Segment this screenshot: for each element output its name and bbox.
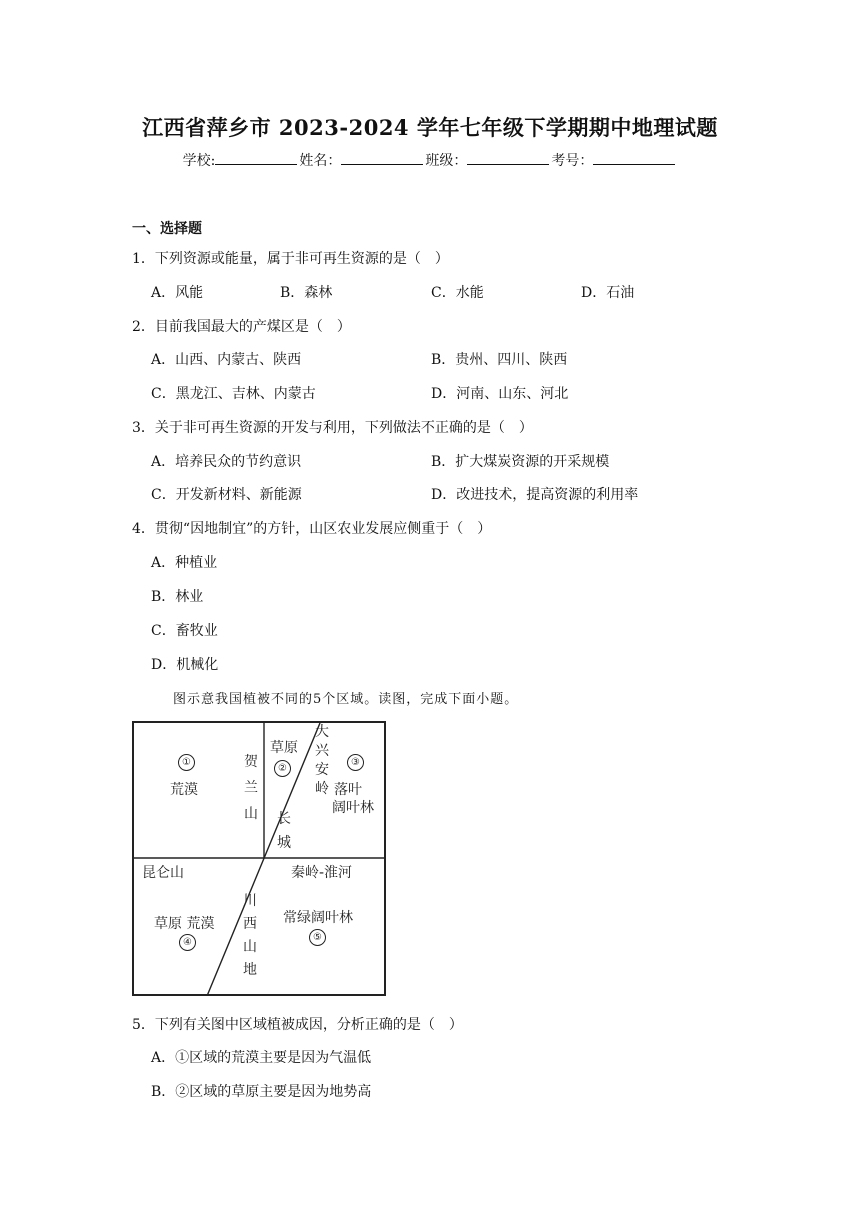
q1-option-c: C．水能	[431, 285, 484, 301]
question-5: 5．下列有关图中区域植被成因，分析正确的是（ ）	[132, 1017, 463, 1033]
region-2-number: ②	[274, 760, 291, 777]
class-blank[interactable]	[467, 150, 549, 165]
region-4-label: 草原 荒漠	[154, 916, 215, 932]
question-1: 1．下列资源或能量，属于非可再生资源的是（ ）	[132, 251, 449, 267]
name-blank[interactable]	[341, 150, 423, 165]
number-label: 考号：	[551, 153, 594, 169]
student-info-line	[0, 150, 860, 170]
q1-option-d: D．石油	[581, 285, 635, 301]
region-1-label: 荒漠	[170, 782, 198, 798]
number-blank[interactable]	[593, 150, 675, 165]
question-4: 4．贯彻“因地制宜”的方针，山区农业发展应侧重于（ ）	[132, 521, 492, 537]
great-wall-label: 长 城	[277, 811, 291, 851]
q4-option-b: B．林业	[151, 589, 204, 605]
question-2: 2．目前我国最大的产煤区是（ ）	[132, 319, 351, 335]
section-heading: 一、选择题	[132, 221, 202, 237]
region-3-label-line2: 阔叶林	[332, 800, 374, 816]
daxinganling-label: 大 兴 安 岭	[315, 724, 329, 797]
region-3-number: ③	[347, 754, 364, 771]
q3-option-c: C．开发新材料、新能源	[151, 487, 302, 503]
page-title: 江西省萍乡市 2023-2024 学年七年级下学期期中地理试题	[142, 115, 718, 140]
q5-option-b: B．②区域的草原主要是因为地势高	[151, 1084, 372, 1100]
q4-option-d: D．机械化	[151, 657, 219, 673]
vegetation-map	[132, 721, 386, 996]
kunlun-mountain-label: 昆仑山	[142, 865, 184, 881]
school-label: 学校:	[182, 153, 216, 169]
name-label: 姓名：	[299, 153, 342, 169]
region-5-number: ⑤	[309, 929, 326, 946]
region-1-number: ①	[178, 754, 195, 771]
q3-option-d: D．改进技术，提高资源的利用率	[431, 487, 639, 503]
region-2-label: 草原	[270, 740, 298, 756]
q2-option-c: C．黑龙江、吉林、内蒙古	[151, 386, 316, 402]
q1-option-b: B．森林	[280, 285, 333, 301]
class-label: 班级：	[425, 153, 468, 169]
q1-option-a: A．风能	[151, 285, 204, 301]
q3-option-a: A．培养民众的节约意识	[151, 454, 302, 470]
question-3: 3．关于非可再生资源的开发与利用，下列做法不正确的是（ ）	[132, 420, 533, 436]
q2-option-d: D．河南、山东、河北	[431, 386, 569, 402]
figure-intro: 图示意我国植被不同的5个区域。读图，完成下面小题。	[173, 692, 519, 707]
q4-option-a: A．种植业	[151, 555, 218, 571]
q3-option-b: B．扩大煤炭资源的开采规模	[431, 454, 610, 470]
helan-mountain-label: 贺 兰 山	[244, 754, 258, 822]
chuanxi-mountain-label: 川 西 山 地	[243, 893, 257, 978]
q2-option-b: B．贵州、四川、陕西	[431, 352, 568, 368]
region-5-label: 常绿阔叶林	[283, 910, 353, 926]
region-4-number: ④	[179, 934, 196, 951]
region-3-label-line1: 落叶	[334, 782, 362, 798]
q2-option-a: A．山西、内蒙古、陕西	[151, 352, 302, 368]
q4-option-c: C．畜牧业	[151, 623, 218, 639]
q5-option-a: A．①区域的荒漠主要是因为气温低	[151, 1050, 372, 1066]
school-blank[interactable]	[215, 150, 297, 165]
qinling-huaihe-label: 秦岭-淮河	[291, 865, 353, 881]
